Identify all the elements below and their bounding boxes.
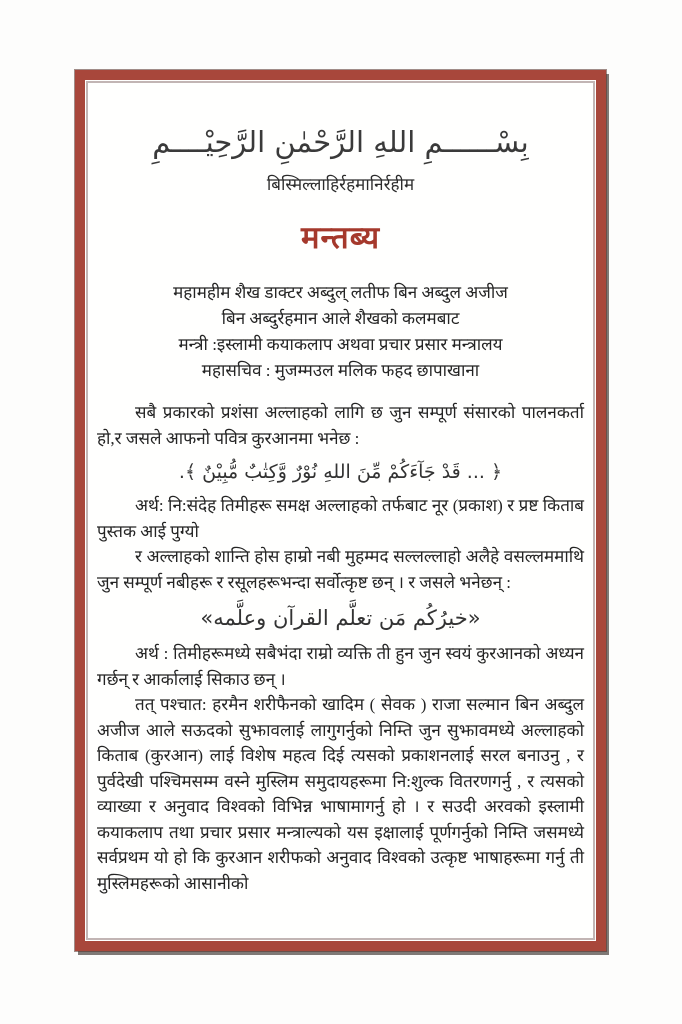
credit-line-author: महामहीम शैख डाक्टर अब्दुल् लतीफ बिन अब्दुल अजीज <box>173 283 508 302</box>
paragraph-quote1-meaning: अर्थ: नि:संदेह तिमीहरू समक्ष अल्लाहको तर्फबाट नूर (प्रकाश) र प्रष्ट किताब पुस्तक आई पुग्यो <box>97 496 584 541</box>
bismillah-transliteration: बिस्मिल्लाहिर्रहमानिर्रहीम <box>266 175 415 194</box>
credit-line-minister: मन्त्री :इस्लामी कयाकलाप अथवा प्रचार प्रसार मन्त्रालय <box>178 335 503 354</box>
paragraph-closing: तत् पश्चात: हरमैन शरीफैनको खादिम ( सेवक ) राजा सल्मान बिन अब्दुल अजीज आले सऊदको सुझावलाई लागुगर्नुको निम्ति जुन सुझावमध्ये अल्लाहको किताब (कुरआन) लाई विशेष महत्व दिई त्यसको प्रकाशनलाई सरल बनाउनु , र पुर्वदेखी पश्चिमसम्म वस्ने मुस्लिम समुदायहरूमा नि:शुल्क वितरणगर्नु , र त्यसको व्याख्या र अनुवाद विश्वको विभिन्न भाषामागर्नु हो । र सउदी अरवको इस्लामी कयाकलाप तथा प्रचार प्रसार मन्त्राल्यको यस इक्षालाई पूर्णगर्नुको निम्ति जसमध्ये सर्वप्रथम यो हो कि कुरआन शरीफको अनुवाद विश्वको उत्कृष्ट भाषाहरूमा गर्नु ती मुस्लिमहरूको आसानीको <box>97 695 584 893</box>
paragraph-quote2-meaning: अर्थ : तिमीहरूमध्ये सबैभंदा राम्रो व्यक्ति ती हुन जुन स्वयं कुरआनको अध्यन गर्छन् र आर्कालाई सिकाउ छन् । <box>97 644 584 689</box>
page-title: मन्तब्य <box>300 220 381 255</box>
quran-quote-arabic-1: ﴿ ... قَدْ جَآءَكُمْ مِّنَ اللهِ نُوْرٌ وَّكِتٰبٌ مُّبِيْنٌ ﴾. <box>178 461 503 483</box>
credit-line-secretary: महासचिव : मुजम्मउल मलिक फहद छापाखाना <box>201 361 480 380</box>
decorative-inner-rule <box>86 81 595 940</box>
decorative-red-frame <box>75 70 606 951</box>
body-text <box>97 400 584 896</box>
page-content <box>88 83 593 938</box>
paragraph-praise: सबै प्रकारको प्रशंसा अल्लाहको लागि छ जुन सम्पूर्ण संसारको पालनकर्ता हो,र जसले आफनो पवित्र कुरआनमा भनेछ : <box>97 403 584 448</box>
paragraph-salutation: र अल्लाहको शान्ति होस हाम्रो नबी मुहम्मद सल्लल्लाहो अलैहे वसल्लममाथि जुन सम्पूर्ण नबीहरू र रसूलहरूभन्दा सर्वोत्कृष्ट छन् । र जसले भनेछन् : <box>97 547 584 592</box>
credit-line-author-2: बिन अब्दुर्रहमान आले शैखको कलमबाट <box>221 309 460 328</box>
bismillah-calligraphy: بِسْــــــمِ اللهِ الرَّحْمٰنِ الرَّحِيْــــمِ <box>152 125 529 159</box>
credits-block <box>97 280 584 384</box>
hadith-quote-arabic-2: «خيرُكُم مَن تعلَّم القرآن وعلَّمه» <box>200 606 481 630</box>
